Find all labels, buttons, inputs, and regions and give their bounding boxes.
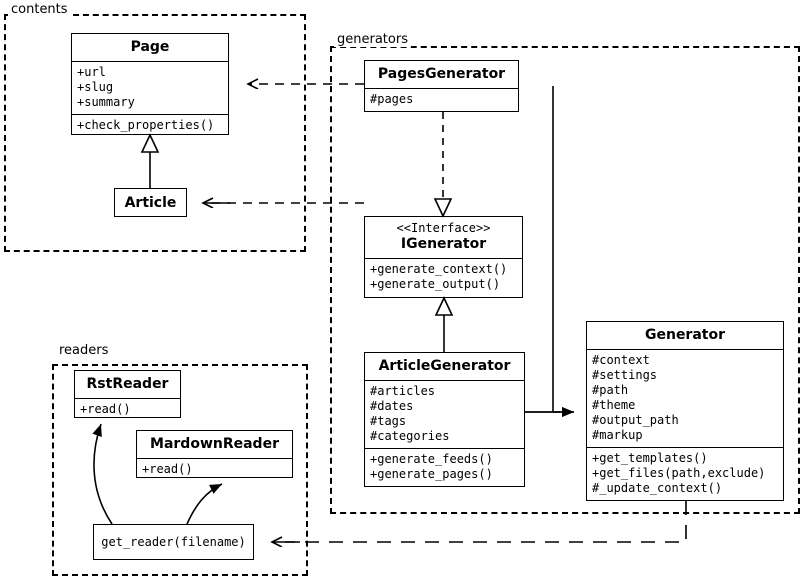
package-readers-label: readers	[56, 343, 111, 358]
class-member: +get_files(path,exclude)	[592, 466, 766, 481]
class-member: #dates	[370, 399, 414, 414]
class-member: +generate_pages()	[370, 467, 493, 482]
class-page-title: Page	[130, 39, 170, 55]
class-article-title: Article	[124, 194, 177, 211]
class-rst-reader-title: RstReader	[86, 376, 169, 392]
class-member: #articles	[370, 384, 436, 399]
class-member: #path	[592, 383, 629, 398]
package-contents-label: contents	[8, 2, 71, 17]
class-generator-methods	[587, 448, 783, 500]
class-page-attributes	[72, 62, 228, 114]
class-mardown-reader-methods	[137, 459, 292, 481]
class-member: #output_path	[592, 413, 679, 428]
class-member: +url	[77, 65, 106, 80]
function-get-reader-label: get_reader(filename)	[101, 535, 246, 549]
class-member: +get_templates()	[592, 451, 708, 466]
class-mardown-reader-title: MardownReader	[150, 436, 279, 452]
class-member: #tags	[370, 414, 407, 429]
class-member: #_update_context()	[592, 481, 723, 496]
class-member: #pages	[370, 92, 414, 107]
function-get-reader[interactable]	[93, 524, 254, 560]
class-igenerator-methods	[365, 259, 522, 296]
class-pages-generator-attributes	[365, 89, 518, 111]
class-member: #markup	[592, 428, 643, 443]
class-generator-attributes	[587, 350, 783, 447]
class-article-generator-title: ArticleGenerator	[378, 358, 511, 374]
package-generators-label: generators	[334, 32, 411, 47]
class-rst-reader-methods	[75, 399, 180, 421]
class-pages-generator-title: PagesGenerator	[377, 66, 506, 82]
class-mardown-reader[interactable]	[136, 430, 293, 478]
class-igenerator-stereotype: <<Interface>>	[396, 221, 491, 235]
class-member: +summary	[77, 95, 135, 110]
class-member: +generate_context()	[370, 261, 508, 276]
class-article-generator-attributes	[365, 381, 524, 448]
class-member: +generate_feeds()	[370, 452, 493, 467]
class-page-methods	[72, 115, 228, 137]
class-member: #context	[592, 353, 650, 368]
class-generator[interactable]	[586, 321, 784, 501]
class-article-generator-methods	[365, 449, 524, 486]
class-igenerator-title	[365, 217, 522, 258]
class-member: #settings	[592, 368, 658, 383]
class-igenerator[interactable]	[364, 216, 523, 298]
class-member: +check_properties()	[77, 118, 215, 133]
class-generator-title: Generator	[644, 327, 725, 343]
class-igenerator-name: IGenerator	[400, 235, 487, 252]
class-member: +read()	[142, 462, 193, 477]
class-member: +slug	[77, 80, 114, 95]
class-member: +read()	[80, 402, 131, 417]
class-page[interactable]	[71, 33, 229, 135]
class-member: +generate_output()	[370, 276, 501, 291]
class-member: #theme	[592, 398, 636, 413]
class-article[interactable]	[114, 188, 187, 217]
class-article-generator[interactable]	[364, 352, 525, 487]
class-member: #categories	[370, 429, 450, 444]
class-rst-reader[interactable]	[74, 370, 181, 418]
class-pages-generator[interactable]	[364, 60, 519, 112]
